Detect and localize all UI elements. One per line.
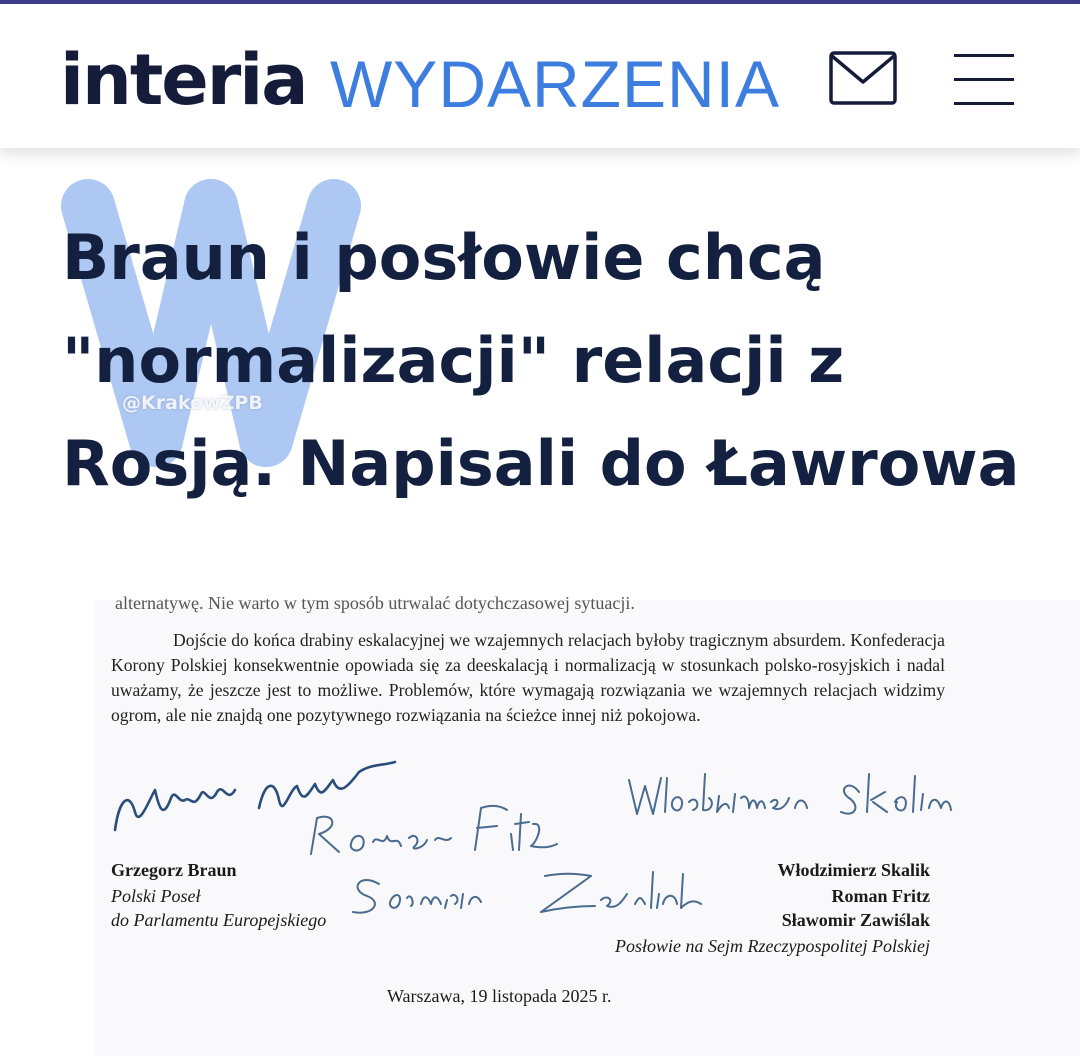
menu-bar-icon	[954, 54, 1014, 57]
zawislak-signature	[345, 864, 705, 924]
site-header	[0, 4, 1080, 148]
interia-logo[interactable]: interia	[60, 39, 307, 121]
skalik-signature	[623, 768, 1003, 828]
signatory-name-fritz: Roman Fritz	[831, 886, 930, 906]
letter-paragraph: Dojście do końca drabiny eskalacyjnej we wzajemnych relacjach byłoby tragicznym absurdem. Konfederacja Korony Polskiej konsekwentnie opowiada się za deeskalacją i normalizacją w stosunkach polsko-rosyjskich i nadal uważamy, że jeszcze jest to możliwe. Problemów, które wymagają rozwiązania we wzajemnych relacjach widzimy ogrom, ale nie znajdą one pozytywnego rozwiązania na ścieżce innej niż pokojowa.	[111, 630, 945, 725]
signatory-name-zawislak: Sławomir Zawiślak	[781, 910, 930, 930]
envelope-icon	[828, 50, 900, 108]
menu-bar-icon	[954, 102, 1014, 105]
fritz-signature	[305, 794, 565, 864]
letter-document-image	[95, 593, 1080, 1056]
mail-button[interactable]	[828, 50, 900, 108]
cut-off-text-line: alternatywę. Nie warto w tym sposób utrwalać dotychczasowej sytuacji.	[115, 593, 635, 613]
watermark-handle: @KrakowZPB	[122, 392, 263, 414]
hamburger-menu-button[interactable]	[950, 52, 1016, 108]
menu-bar-icon	[954, 78, 1014, 81]
signatories-role: Posłowie na Sejm Rzeczypospolitej Polskiej	[615, 936, 930, 956]
place-and-date: Warszawa, 19 listopada 2025 r.	[387, 986, 612, 1006]
signatory-role-line1: Polski Poseł	[111, 886, 201, 906]
signatory-role-line2: do Parlamentu Europejskiego	[111, 910, 327, 930]
signatory-name-braun: Grzegorz Braun	[111, 860, 237, 880]
signatory-name-skalik: Włodzimierz Skalik	[777, 860, 930, 880]
section-title[interactable]: WYDARZENIA	[330, 47, 781, 121]
article-headline[interactable]: Braun i posłowie chcą "normalizacji" relacji z Rosją. Napisali do Ławrowa	[62, 221, 1020, 500]
